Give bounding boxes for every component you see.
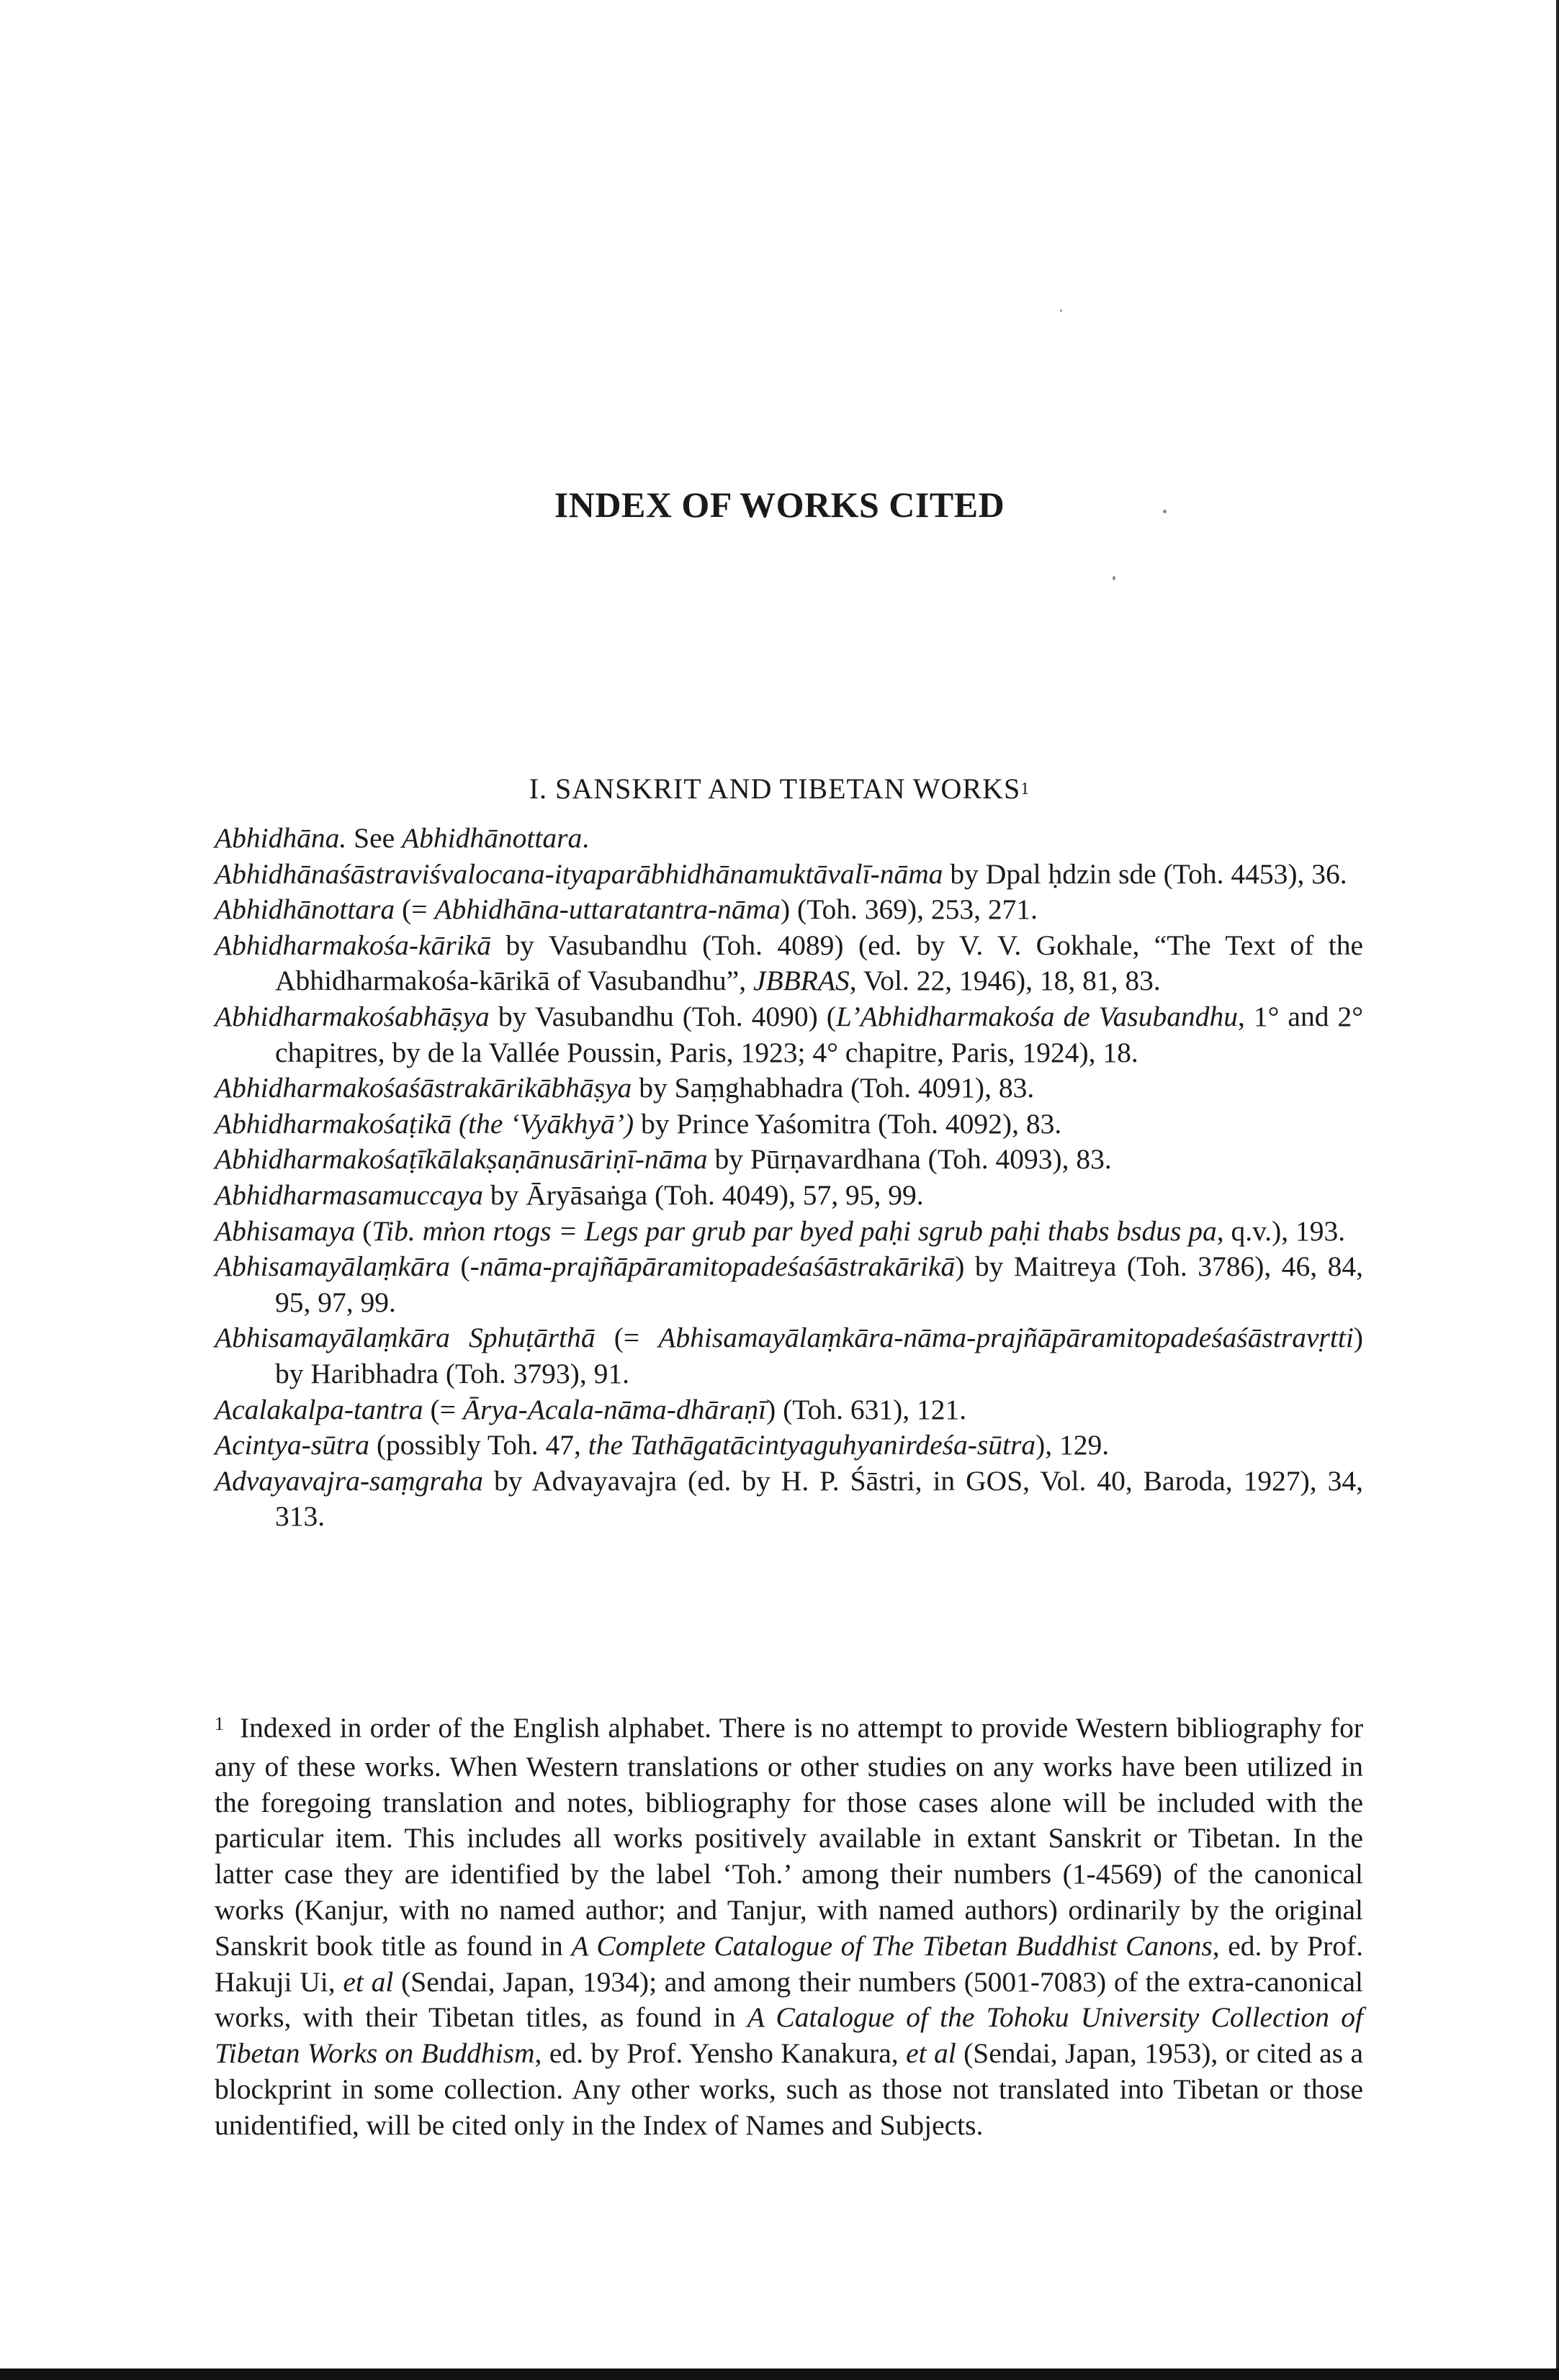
entry-title: Abhidhānaśāstraviśvalocana-ityaparābhidhānamuktāvalī-nāma: [215, 857, 943, 890]
entry-text-end: , Vol. 22, 1946), 18, 81, 83.: [849, 965, 1161, 997]
entry-title: Abhidharmakośaṭīkālakṣaṇānusāriṇī-nāma: [215, 1143, 708, 1176]
footnote-reference: 1: [1020, 780, 1030, 798]
entry-title: Abhidharmakośa-kārikā: [215, 929, 491, 961]
entry-text: by Advayavajra (ed. by H. P. Śāstri, in GOS, Vol. 40, Baroda, 1927), 34, 313.: [275, 1464, 1363, 1533]
entry-text-end: , q.v.), 193.: [1216, 1214, 1346, 1247]
index-entry: [215, 1214, 1363, 1250]
bottom-edge: [0, 2368, 1559, 2380]
index-entries: [215, 821, 1363, 1535]
index-entry: [215, 821, 1363, 857]
section-heading-text: I. SANSKRIT AND TIBETAN WORKS: [529, 772, 1021, 805]
footnote-mark: 1: [215, 1713, 224, 1734]
section-heading: [0, 772, 1559, 806]
entry-cross-ref: -nāma-prajñāpāramitopadeśaśāstrakārikā: [470, 1250, 956, 1283]
page-edge-shadow: [1556, 0, 1559, 2368]
entry-text: (possibly Toh. 47,: [369, 1429, 588, 1461]
entry-text: See: [346, 822, 403, 854]
index-entry: [215, 1464, 1363, 1535]
entry-cross-ref: Abhidhāna-uttaratantra-nāma: [434, 893, 781, 926]
index-entry: [215, 1320, 1363, 1392]
entry-title: Advayavajra-saṃgraha: [215, 1464, 483, 1497]
entry-text: (=: [395, 893, 435, 926]
entry-text: by Saṃghabhadra (Toh. 4091), 83.: [632, 1072, 1035, 1104]
index-entry: [215, 1178, 1363, 1214]
footnote-text: (Sendai, Japan, 1953), or cited as a blockprint in some collection. Any other works, such as those not translated into Tibetan or those unidentified, will be cited only in the Index of Names and Subjects.: [215, 2037, 1364, 2141]
footnote-text: , ed. by Prof. Yensho Kanakura,: [534, 2037, 907, 2070]
entry-text-end: ) by Maitreya (Toh. 3786), 46, 84, 95, 97, 99.: [275, 1250, 1364, 1318]
index-entry: [215, 999, 1363, 1070]
footnote-text: , ed. by Prof. Hakuji Ui,: [215, 1929, 1363, 1998]
entry-text: by Āryāsaṅga (Toh. 4049), 57, 95, 99.: [483, 1178, 924, 1211]
entry-title: Abhidhānottara: [215, 893, 395, 926]
entry-cross-ref: the Tathāgatācintyaguhyanirdeśa-sūtra: [588, 1429, 1036, 1461]
footnote: [215, 1710, 1363, 2144]
entry-title: Abhidharmasamuccaya: [215, 1178, 483, 1211]
entry-title: Abhidharmakośaśāstrakārikābhāṣya: [215, 1072, 632, 1104]
entry-cross-ref: Abhidhānottara: [402, 822, 583, 854]
entry-cross-ref: L’Abhidharmakośa de Vasubandhu: [835, 1000, 1238, 1032]
entry-title: Acalakalpa-tantra: [215, 1393, 423, 1425]
entry-text: by Prince Yaśomitra (Toh. 4092), 83.: [634, 1107, 1062, 1140]
entry-title: Abhidhāna.: [215, 822, 347, 854]
scan-speck: [1163, 510, 1167, 513]
scan-speck: [1060, 310, 1062, 312]
entry-title: Acintya-sūtra: [215, 1429, 370, 1461]
index-entry: [215, 892, 1363, 928]
entry-title: Abhisamayālaṃkāra: [215, 1250, 450, 1283]
entry-text-end: ) by Haribhadra (Toh. 3793), 91.: [275, 1322, 1363, 1389]
entry-text: by Vasubandhu (Toh. 4089) (ed. by V. V. Gokhale, “The Text of the Abhidharmakośa-kārikā of Vasubandhu”,: [275, 929, 1363, 997]
entry-text-end: ), 129.: [1035, 1429, 1110, 1461]
index-entry: [215, 1106, 1363, 1142]
entry-title: Abhisamayālaṃkāra Sphuṭārthā: [215, 1322, 596, 1354]
footnote-abbrev: et al: [906, 2037, 956, 2070]
entry-text: (: [355, 1214, 372, 1247]
entry-title: Abhidharmakośaṭikā (the ‘Vyākhyā’): [215, 1107, 634, 1140]
entry-text: by Vasubandhu (Toh. 4090) (: [489, 1000, 836, 1032]
entry-title: Abhidharmakośabhāṣya: [215, 1000, 490, 1032]
scan-speck: [1113, 576, 1115, 580]
index-entry: [215, 1392, 1363, 1428]
footnote-citation: A Complete Catalogue of The Tibetan Buddhist Canons: [571, 1929, 1213, 1962]
footnote-citation: A Catalogue of the Tohoku University Collection of Tibetan Works on Buddhism: [215, 2001, 1363, 2070]
entry-text: by Pūrṇavardhana (Toh. 4093), 83.: [707, 1143, 1112, 1176]
index-entry: [215, 857, 1363, 893]
index-entry: [215, 1070, 1363, 1106]
entry-cross-ref: Abhisamayālaṃkāra-nāma-prajñāpāramitopadeśaśāstravṛtti: [658, 1322, 1354, 1354]
entry-text: by Dpal ḥdzin sde (Toh. 4453), 36.: [943, 857, 1347, 890]
index-entry: [215, 1142, 1363, 1178]
entry-title: Abhisamaya: [215, 1214, 356, 1247]
footnote-abbrev: et al: [343, 1965, 394, 1998]
entry-text: (=: [423, 1393, 463, 1425]
index-entry: [215, 1428, 1363, 1464]
entry-text: (=: [595, 1322, 659, 1354]
entry-cross-ref: Tib. mṅon rtogs = Legs par grub par byed paḥi sgrub paḥi thabs bsdus pa: [372, 1214, 1217, 1247]
entry-cross-ref: JBBRAS: [753, 965, 850, 997]
entry-text-end: ) (Toh. 369), 253, 271.: [780, 893, 1038, 926]
entry-text-end: .: [582, 822, 590, 854]
index-entry: [215, 928, 1363, 999]
entry-text-end: , 1° and 2° chapitres, by de la Vallée Poussin, Paris, 1923; 4° chapitre, Paris, 1924), 18.: [275, 1000, 1364, 1068]
index-entry: [215, 1249, 1363, 1320]
entry-text: (: [449, 1250, 470, 1283]
entry-cross-ref: Ārya-Acala-nāma-dhāraṇī: [462, 1393, 767, 1425]
entry-text-end: ) (Toh. 631), 121.: [766, 1393, 967, 1425]
footnote-text: Indexed in order of the English alphabet. There is no attempt to provide Western bibliography for any of these works. When Western translations or other studies on any works have been utilized in the foregoing translation and notes, bibliography for those cases alone will be included with the particular item. This includes all works positively available in extant Sanskrit or Tibetan. In the latter case they are identified by the label ‘Toh.’ among their numbers (1-4569) of the canonical works (Kanjur, with no named author; and Tanjur, with named authors) ordinarily by the original Sanskrit book title as found in: [215, 1712, 1363, 1962]
page-title: INDEX OF WORKS CITED: [554, 484, 1005, 525]
footnote-text: (Sendai, Japan, 1934); and among their numbers (5001-7083) of the extra-canonical works, with their Tibetan titles, as found in: [215, 1965, 1363, 2034]
